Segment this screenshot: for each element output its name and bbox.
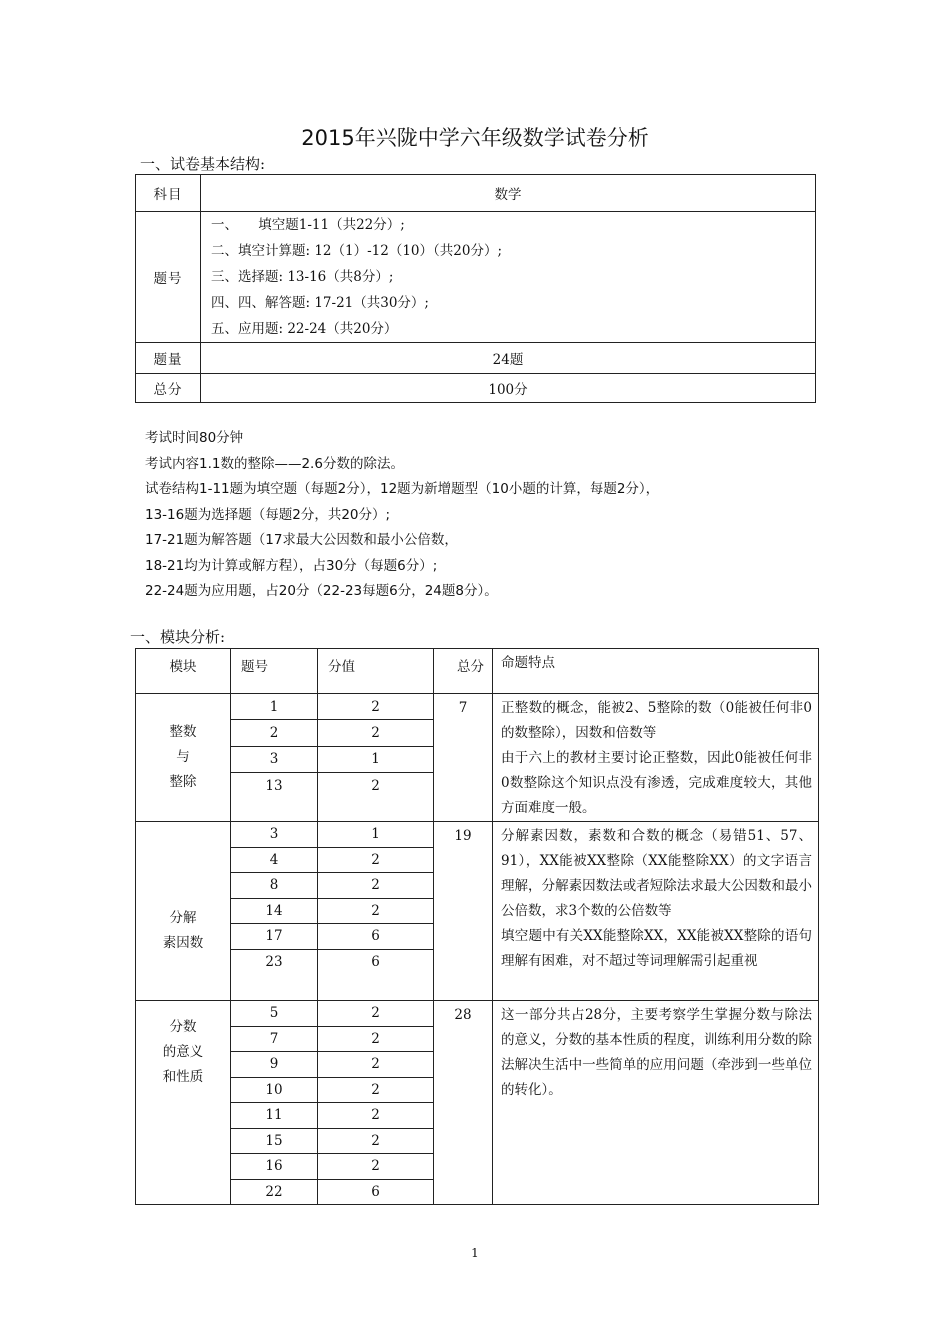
total-value: 100分 <box>201 374 816 403</box>
module-name-line: 的意义 <box>162 1044 204 1060</box>
module-name <box>136 1001 231 1205</box>
score: 6 <box>318 949 434 974</box>
module-name <box>136 822 231 1001</box>
question-type-4: 四、四、解答题: 17-21（共30分）; <box>211 295 429 311</box>
score: 2 <box>318 1026 434 1052</box>
score: 1 <box>318 822 434 848</box>
question-type-1: 一、 填空题1-11（共22分）; <box>211 217 405 233</box>
subject-value: 数学 <box>201 175 816 212</box>
count-value: 24题 <box>201 343 816 374</box>
total-label: 总分 <box>136 374 201 403</box>
question-no: 10 <box>231 1077 318 1103</box>
note-line: 18-21均为计算或解方程），占30分（每题6分）; <box>145 557 438 574</box>
module-features: 正整数的概念，能被2、5整除的数（0能被任何非0的数整除），因数和倍数等 由于六上的教材主要讨论正整数，因此0能被任何非0数整除这个知识点没有渗透，完成难度较大，其他方面难度一般。 <box>493 694 819 822</box>
score: 2 <box>318 847 434 873</box>
empty-cell <box>231 798 318 821</box>
question-no: 2 <box>231 720 318 746</box>
module-name-line: 整数 <box>169 724 197 740</box>
score: 2 <box>318 1001 434 1027</box>
header-total: 总分 <box>434 649 493 694</box>
note-line: 考试内容1.1数的整除——2.6分数的除法。 <box>145 455 404 472</box>
table-row <box>136 822 819 848</box>
table-row <box>136 374 816 403</box>
score: 2 <box>318 1154 434 1180</box>
question-no: 5 <box>231 1001 318 1027</box>
section-heading-modules: 一、模块分析: <box>130 628 226 646</box>
question-no: 9 <box>231 1052 318 1078</box>
question-no: 3 <box>231 746 318 772</box>
question-no: 1 <box>231 694 318 720</box>
module-total: 7 <box>434 694 493 822</box>
page-number: 1 <box>471 1246 479 1260</box>
question-type-2: 二、填空计算题: 12（1）-12（10）（共20分）; <box>211 243 503 259</box>
module-name-line: 与 <box>176 749 190 765</box>
score: 6 <box>318 1179 434 1205</box>
question-no: 15 <box>231 1128 318 1154</box>
module-name-line: 素因数 <box>162 935 204 951</box>
questions-list <box>201 212 816 343</box>
empty-cell <box>231 974 318 1001</box>
score: 2 <box>318 1103 434 1129</box>
module-name-line: 和性质 <box>162 1069 204 1085</box>
section-heading-structure: 一、试卷基本结构: <box>140 155 266 173</box>
exam-notes <box>145 426 659 605</box>
question-no: 16 <box>231 1154 318 1180</box>
header-question-no: 题号 <box>231 649 318 694</box>
module-total: 19 <box>434 822 493 1001</box>
score: 2 <box>318 873 434 899</box>
question-no: 4 <box>231 847 318 873</box>
score: 2 <box>318 898 434 924</box>
table-row <box>136 1001 819 1027</box>
document-title: 2015年兴陇中学六年级数学试卷分析 <box>301 126 649 150</box>
table-row <box>136 694 819 720</box>
question-no: 13 <box>231 772 318 798</box>
score: 2 <box>318 694 434 720</box>
header-score: 分值 <box>318 649 434 694</box>
module-name-line: 整除 <box>169 774 197 790</box>
module-features: 这一部分共占28分，主要考察学生掌握分数与除法的意义，分数的基本性质的程度，训练利用分数的除法解决生活中一些简单的应用问题（牵涉到一些单位的转化）。 <box>493 1001 819 1205</box>
score: 2 <box>318 1052 434 1078</box>
module-total: 28 <box>434 1001 493 1205</box>
question-no: 8 <box>231 873 318 899</box>
question-no: 22 <box>231 1179 318 1205</box>
question-no: 17 <box>231 924 318 950</box>
table-row <box>136 212 816 343</box>
score: 6 <box>318 924 434 950</box>
score: 1 <box>318 746 434 772</box>
score: 2 <box>318 1077 434 1103</box>
question-no: 3 <box>231 822 318 848</box>
question-no: 14 <box>231 898 318 924</box>
question-no: 11 <box>231 1103 318 1129</box>
question-no: 7 <box>231 1026 318 1052</box>
note-line: 考试时间80分钟 <box>145 430 244 446</box>
module-name-line: 分解 <box>169 910 197 926</box>
empty-cell <box>318 798 434 821</box>
count-label: 题量 <box>136 343 201 374</box>
questions-label: 题号 <box>136 212 201 343</box>
note-line: 试卷结构1-11题为填空题（每题2分），12题为新增题型（10小题的计算，每题2分）， <box>145 481 660 497</box>
note-line: 22-24题为应用题，占20分（22-23每题6分，24题8分）。 <box>145 583 498 599</box>
module-analysis-table <box>135 648 819 1205</box>
score: 2 <box>318 772 434 798</box>
empty-cell <box>318 974 434 1001</box>
table-row <box>136 343 816 374</box>
score: 2 <box>318 1128 434 1154</box>
note-line: 13-16题为选择题（每题2分，共20分）; <box>145 506 391 523</box>
table-header-row <box>136 649 819 694</box>
module-name-line: 分数 <box>169 1019 197 1035</box>
header-features: 命题特点 <box>493 649 819 694</box>
structure-table <box>135 174 816 403</box>
table-row <box>136 175 816 212</box>
module-name <box>136 694 231 822</box>
header-module: 模块 <box>136 649 231 694</box>
question-type-5: 五、应用题: 22-24（共20分） <box>211 321 398 337</box>
subject-label: 科目 <box>136 175 201 212</box>
module-features: 分解素因数，素数和合数的概念（易错51、57、91），XX能被XX整除（XX能整除XX）的文字语言理解，分解素因数法或者短除法求最大公因数和最小公倍数，求3个数的公倍数等 填空题中有关XX能整除XX，XX能被XX整除的语句理解有困难，对不超过等词理解需引起重视 <box>493 822 819 1001</box>
score: 2 <box>318 720 434 746</box>
note-line: 17-21题为解答题（17求最大公因数和最小公倍数， <box>145 532 458 548</box>
question-type-3: 三、选择题: 13-16（共8分）; <box>211 269 394 285</box>
question-no: 23 <box>231 949 318 974</box>
